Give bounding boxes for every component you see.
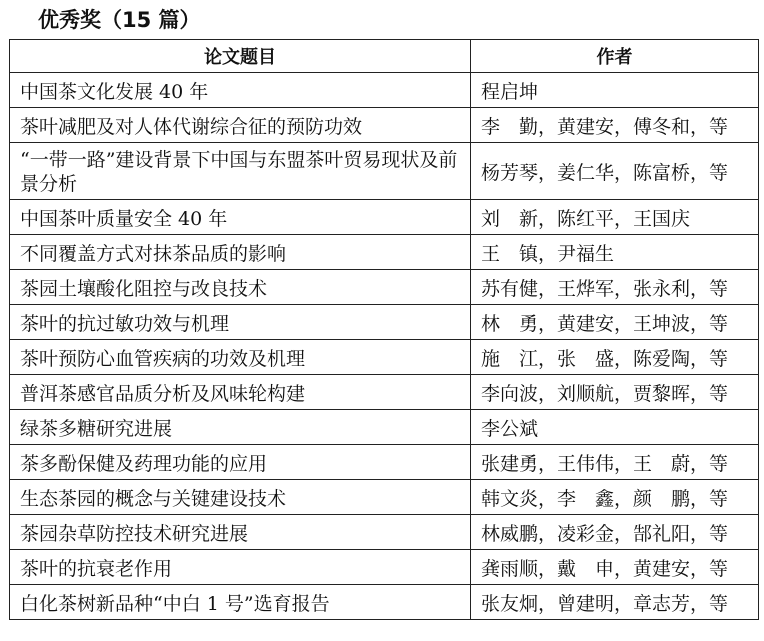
table-row xyxy=(10,515,759,550)
table-row xyxy=(10,410,759,445)
paper-author: 刘 新，陈红平，王国庆 xyxy=(471,200,759,235)
paper-title: 中国茶文化发展 40 年 xyxy=(10,73,471,108)
paper-author: 王 镇，尹福生 xyxy=(471,235,759,270)
paper-title: 茶叶的抗衰老作用 xyxy=(10,550,471,585)
paper-title: 普洱茶感官品质分析及风味轮构建 xyxy=(10,375,471,410)
paper-title: 生态茶园的概念与关键建设技术 xyxy=(10,480,471,515)
table-row xyxy=(10,235,759,270)
table-row xyxy=(10,480,759,515)
paper-author: 李向波，刘顺航，贾黎晖，等 xyxy=(471,375,759,410)
paper-title: 茶园杂草防控技术研究进展 xyxy=(10,515,471,550)
paper-author: 李公斌 xyxy=(471,410,759,445)
table-row xyxy=(10,73,759,108)
paper-author: 李 勤，黄建安，傅冬和，等 xyxy=(471,108,759,143)
paper-title: 绿茶多糖研究进展 xyxy=(10,410,471,445)
paper-author: 张友炯，曾建明，章志芳，等 xyxy=(471,585,759,620)
paper-author: 龚雨顺，戴 申，黄建安，等 xyxy=(471,550,759,585)
paper-title: 茶叶减肥及对人体代谢综合征的预防功效 xyxy=(10,108,471,143)
paper-author: 张建勇，王伟伟，王 蔚，等 xyxy=(471,445,759,480)
paper-author: 苏有健，王烨军，张永利，等 xyxy=(471,270,759,305)
section-title: 优秀奖（15 篇） xyxy=(38,8,201,32)
paper-title: 茶叶预防心血管疾病的功效及机理 xyxy=(10,340,471,375)
header-paper-title: 论文题目 xyxy=(10,40,471,73)
table-row xyxy=(10,445,759,480)
table-row xyxy=(10,108,759,143)
table-row xyxy=(10,340,759,375)
table-row xyxy=(10,143,759,200)
table-header-row xyxy=(10,40,759,73)
paper-title: 不同覆盖方式对抹茶品质的影响 xyxy=(10,235,471,270)
paper-title: “一带一路”建设背景下中国与东盟茶叶贸易现状及前景分析 xyxy=(10,143,471,200)
table-row xyxy=(10,200,759,235)
paper-title: 茶多酚保健及药理功能的应用 xyxy=(10,445,471,480)
table-row xyxy=(10,550,759,585)
header-author: 作者 xyxy=(471,40,759,73)
table-row xyxy=(10,585,759,620)
table-row xyxy=(10,270,759,305)
table-row xyxy=(10,305,759,340)
paper-title: 白化茶树新品种“中白 1 号”选育报告 xyxy=(10,585,471,620)
paper-title: 茶园土壤酸化阻控与改良技术 xyxy=(10,270,471,305)
paper-title: 中国茶叶质量安全 40 年 xyxy=(10,200,471,235)
paper-author: 韩文炎，李 鑫，颜 鹏，等 xyxy=(471,480,759,515)
award-table xyxy=(9,39,759,620)
paper-author: 林威鹏，凌彩金，郜礼阳，等 xyxy=(471,515,759,550)
paper-title: 茶叶的抗过敏功效与机理 xyxy=(10,305,471,340)
paper-author: 程启坤 xyxy=(471,73,759,108)
paper-author: 林 勇，黄建安，王坤波，等 xyxy=(471,305,759,340)
paper-author: 施 江，张 盛，陈爱陶，等 xyxy=(471,340,759,375)
table-row xyxy=(10,375,759,410)
paper-author: 杨芳琴，姜仁华，陈富桥，等 xyxy=(471,143,759,200)
